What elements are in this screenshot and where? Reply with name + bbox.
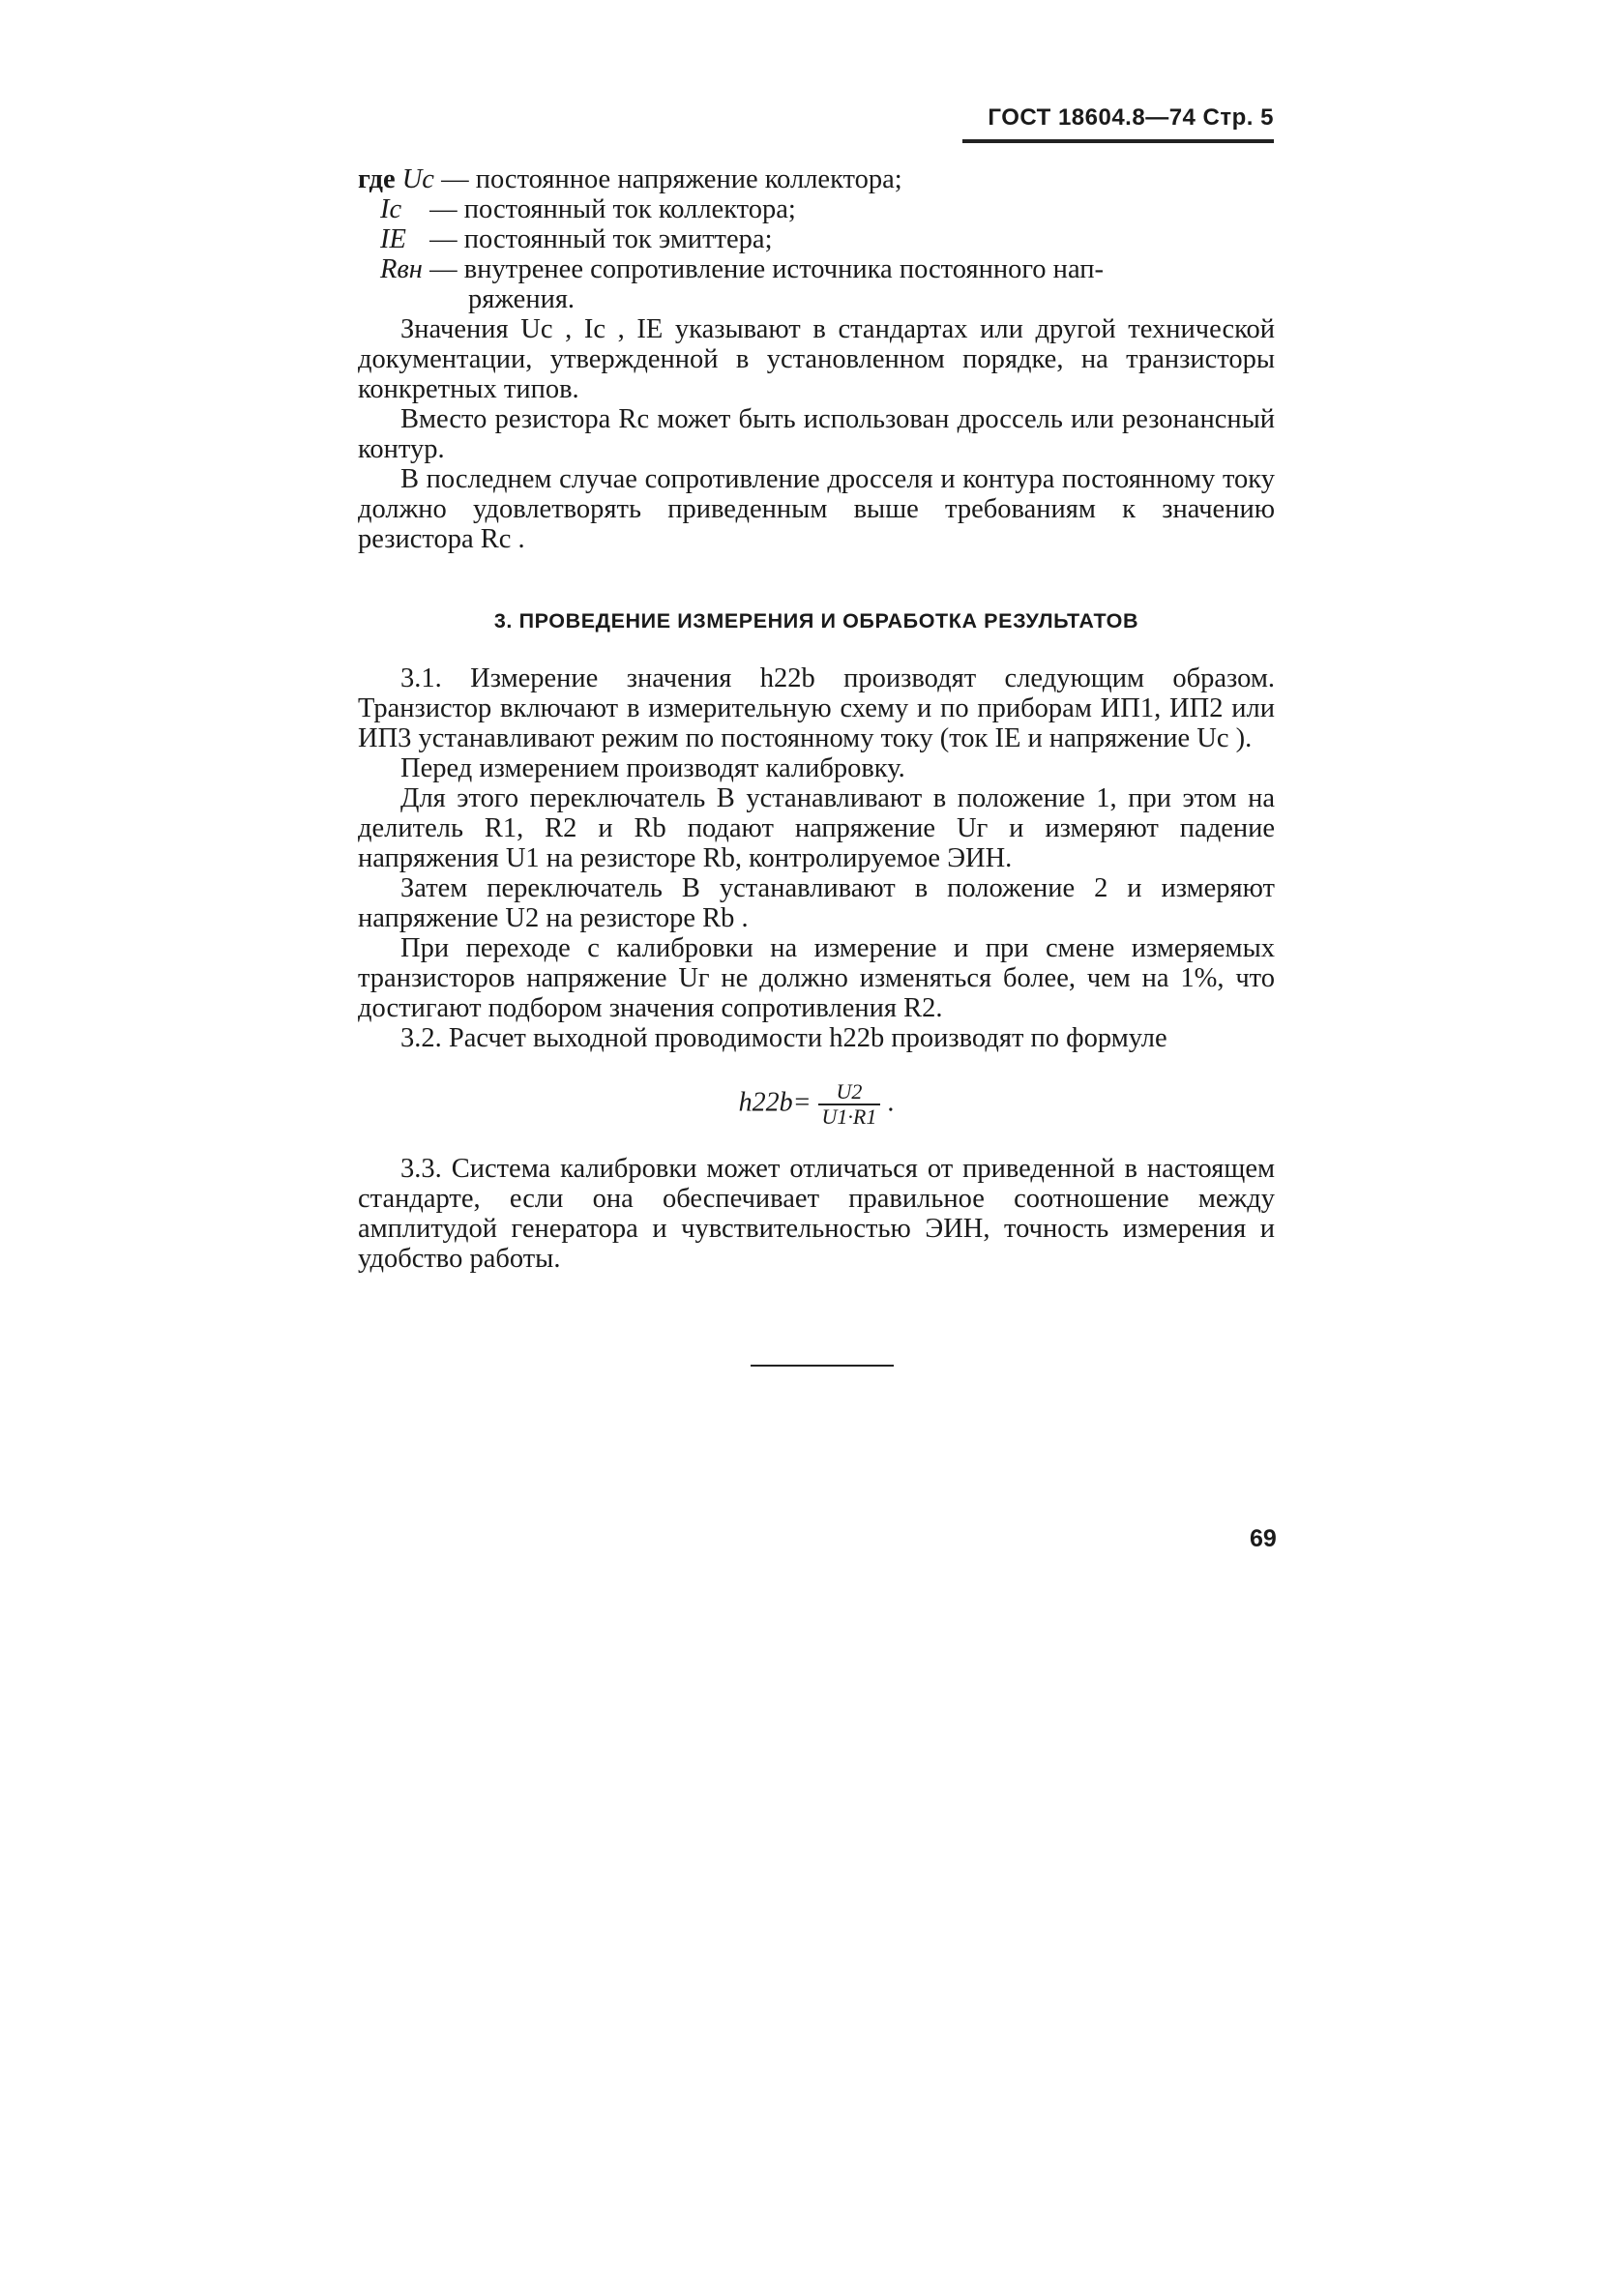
definition-uc (358, 164, 1275, 194)
formula-h22b (358, 1080, 1275, 1129)
formula-numerator: U2 (818, 1080, 881, 1105)
formula-fraction (818, 1080, 881, 1129)
definition-uc-text: — постоянное напряжение коллектора; (441, 164, 902, 194)
paragraph-switch-2: Затем переключатель B устанавливают в положение 2 и измеряют напряжение U2 на резисторе Rb . (358, 873, 1275, 933)
paragraph-3-1: 3.1. Измерение значения h22b производят следующим образом. Транзистор включают в измерительную схему и по приборам ИП1, ИП2 или ИП3 устанавливают режим по постоянному току (ток IE и напряжение Uc ). (358, 663, 1275, 753)
formula-denominator: U1·R1 (821, 1104, 877, 1129)
definition-ie (358, 224, 1275, 254)
paragraph-transition: При переходе с калибровки на измерение и при смене измеряемых транзисторов напряжение Uг не должно изменяться более, чем на 1%, что достигают подбором значения сопротивления R2. (358, 933, 1275, 1023)
section-heading: 3. ПРОВЕДЕНИЕ ИЗМЕРЕНИЯ И ОБРАБОТКА РЕЗУЛЬТАТОВ (493, 609, 1139, 633)
term-rvn: Rвн (380, 254, 423, 284)
paragraph-resistor: Вместо резистора Rc может быть использован дроссель или резонансный контур. (358, 404, 1275, 464)
page-body (358, 164, 1275, 1274)
definition-ie-text: — постоянный ток эмиттера; (429, 224, 773, 254)
paragraph-last-case: В последнем случае сопротивление дросселя и контура постоянному току должно удовлетворять приведенным выше требованиям к значению резистора Rc . (358, 464, 1275, 554)
paragraph-3-3: 3.3. Система калибровки может отличаться от приведенной в настоящем стандарте, если она обеспечивает правильное соотношение между амплитудой генератора и чувствительностью ЭИН, точность измерения и удобство работы. (358, 1154, 1275, 1274)
page-header: ГОСТ 18604.8—74 Стр. 5 (962, 104, 1274, 143)
definition-rvn (358, 254, 1275, 284)
definition-rvn-text: — внутренее сопротивление источника постоянного нап- (429, 254, 1104, 284)
formula-end: . (887, 1087, 895, 1118)
closing-rule (751, 1365, 894, 1367)
formula-lhs: h22b= (738, 1087, 812, 1118)
where-word: где (358, 164, 396, 194)
definition-ic (358, 194, 1275, 224)
paragraph-values: Значения Uc , Ic , IE указывают в стандартах или другой технической документации, утвержденной в установленном порядке, на транзисторы конкретных типов. (358, 314, 1275, 404)
definition-rvn-continued: ряжения. (468, 284, 576, 314)
term-uc: Uc (401, 164, 434, 194)
paragraph-3-2: 3.2. Расчет выходной проводимости h22b производят по формуле (400, 1023, 1167, 1053)
paragraph-switch-1: Для этого переключатель B устанавливают в положение 1, при этом на делитель R1, R2 и Rb подают напряжение Uг и измеряют падение напряжения U1 на резисторе Rb, контролируемое ЭИН. (358, 783, 1275, 873)
term-ic: Ic (380, 194, 402, 224)
page-number: 69 (1250, 1525, 1277, 1552)
paragraph-calibration: Перед измерением производят калибровку. (400, 753, 905, 783)
term-ie: IE (380, 224, 406, 254)
definition-ic-text: — постоянный ток коллектора; (429, 194, 796, 224)
